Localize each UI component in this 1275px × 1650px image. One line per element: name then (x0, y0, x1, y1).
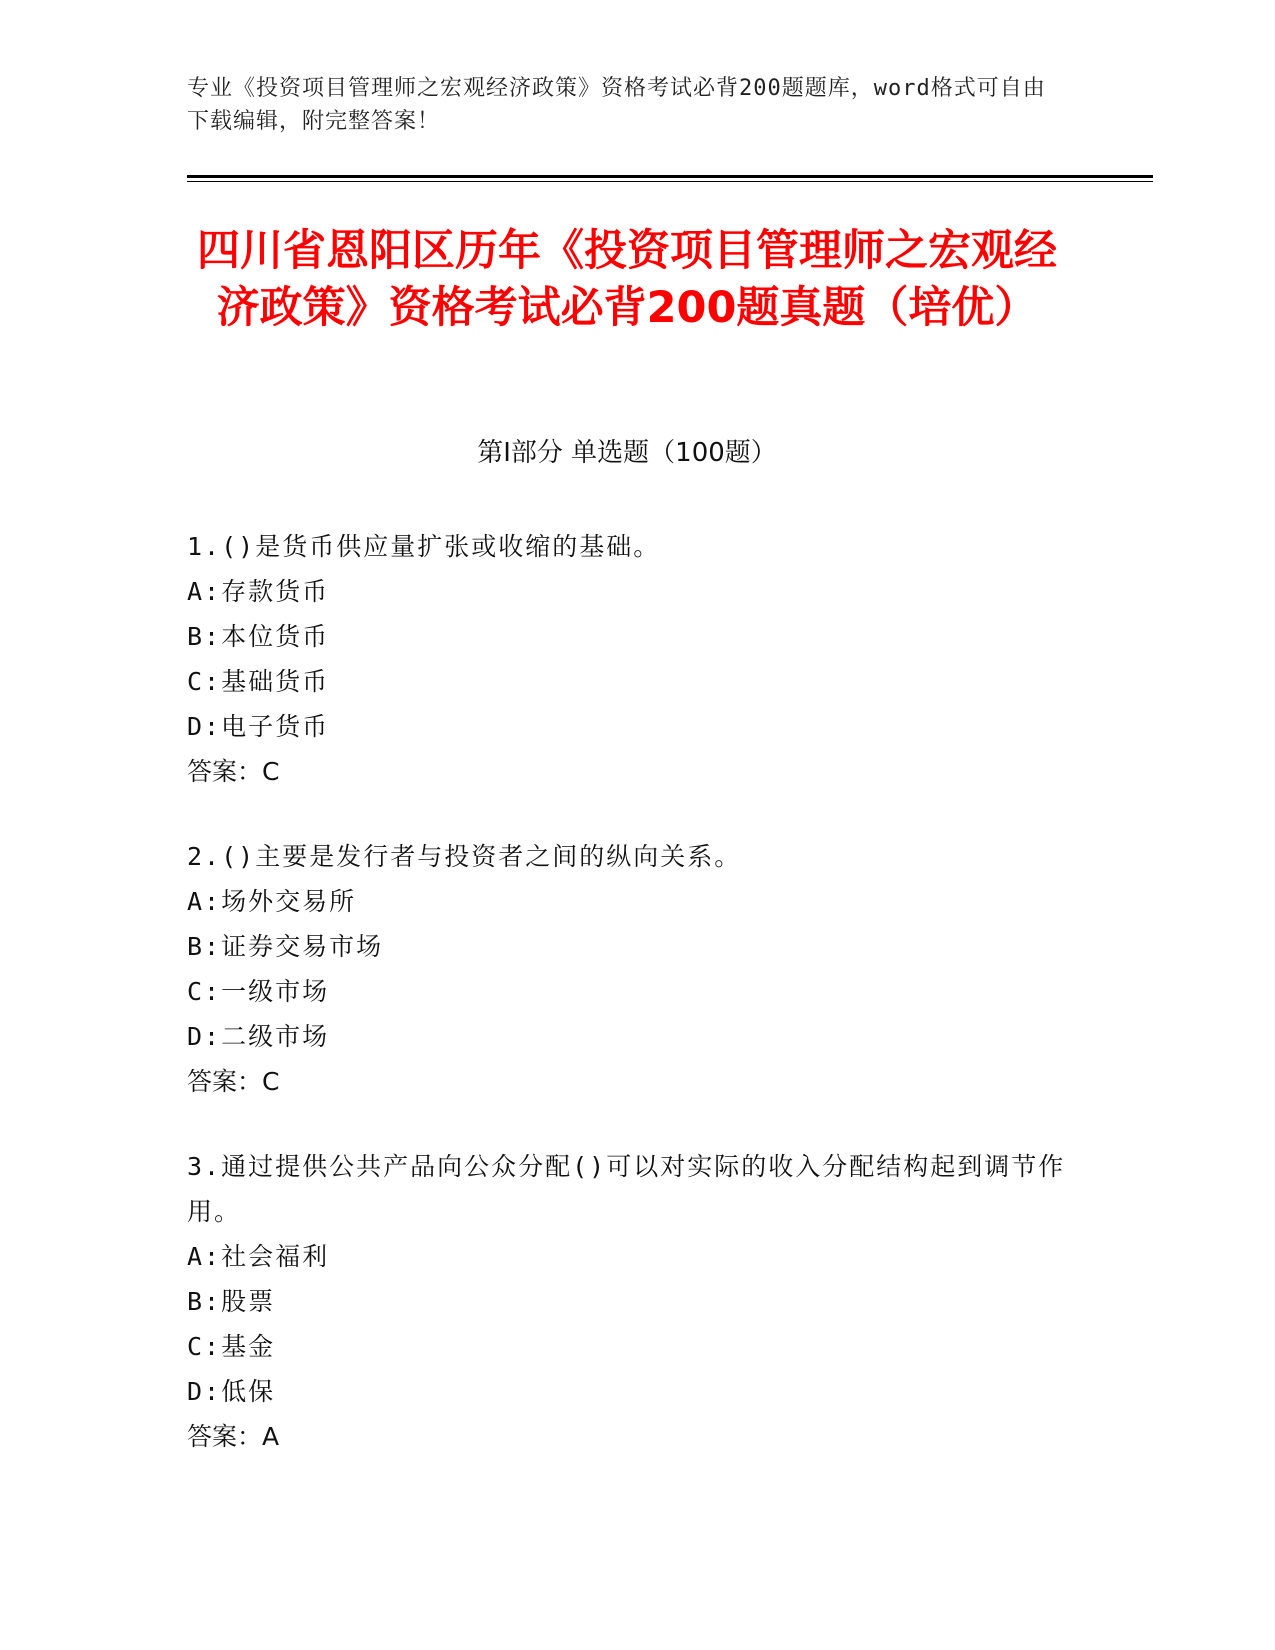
option-b: B:本位货币 (187, 622, 330, 651)
question-stem: 2.()主要是发行者与投资者之间的纵向关系。 (187, 842, 742, 871)
question-stem: 3.通过提供公共产品向公众分配()可以对实际的收入分配结构起到调节作用。 (187, 1152, 1066, 1226)
question-item (187, 524, 1067, 794)
question-item (187, 1144, 1067, 1459)
option-a: A:存款货币 (187, 577, 330, 606)
option-c: C:基金 (187, 1332, 276, 1361)
section-title: 第Ⅰ部分 单选题（100题） (477, 438, 777, 468)
answer-line: 答案：C (187, 757, 280, 786)
option-b: B:股票 (187, 1287, 276, 1316)
option-d: D:二级市场 (187, 1022, 330, 1051)
question-list (187, 524, 1067, 1499)
header-divider-thin (187, 181, 1153, 182)
option-c: C:基础货币 (187, 667, 330, 696)
question-item (187, 834, 1067, 1104)
question-stem: 1.()是货币供应量扩张或收缩的基础。 (187, 532, 661, 561)
option-b: B:证券交易市场 (187, 932, 384, 961)
answer-line: 答案：A (187, 1422, 280, 1451)
option-d: D:电子货币 (187, 712, 330, 741)
option-a: A:场外交易所 (187, 887, 357, 916)
answer-line: 答案：C (187, 1067, 280, 1096)
header-divider-thick (187, 175, 1153, 178)
option-d: D:低保 (187, 1377, 276, 1406)
option-c: C:一级市场 (187, 977, 330, 1006)
document-title: 四川省恩阳区历年《投资项目管理师之宏观经济政策》资格考试必背200题真题（培优） (197, 226, 1057, 333)
header-note: 专业《投资项目管理师之宏观经济政策》资格考试必背200题题库，word格式可自由下载编辑，附完整答案！ (187, 76, 1046, 134)
option-a: A:社会福利 (187, 1242, 330, 1271)
